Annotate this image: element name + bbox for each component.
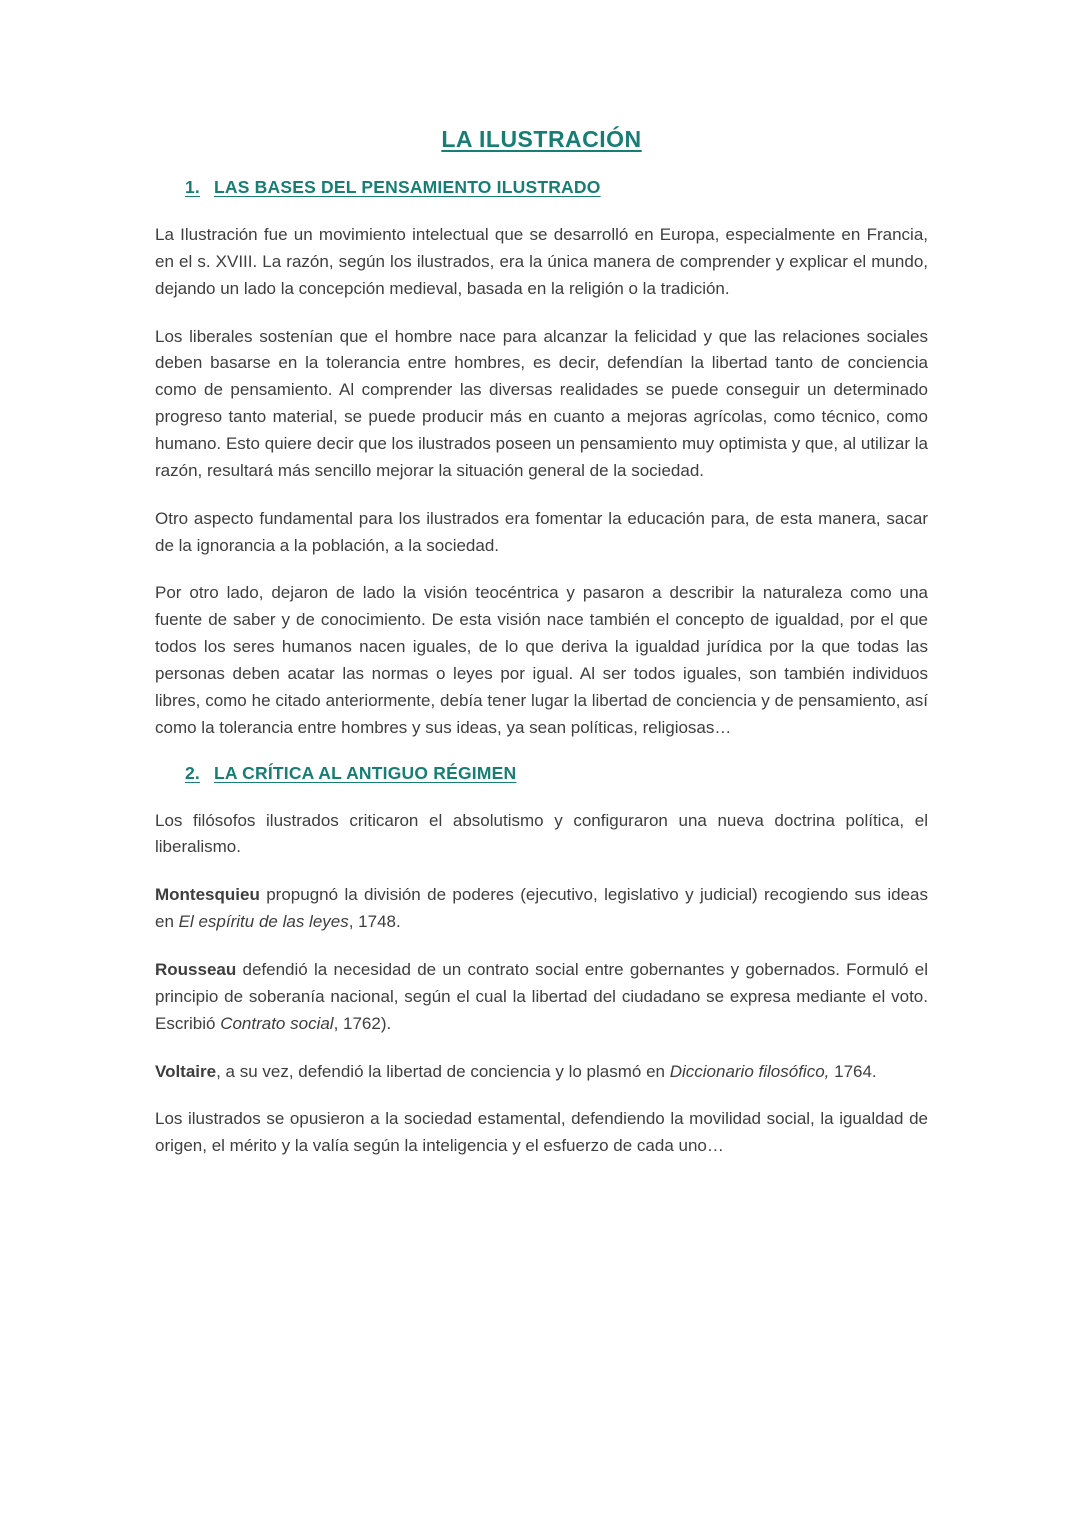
text-run: Otro aspecto fundamental para los ilustrados era fomentar la educación para, de esta manera, sacar de la ignorancia a la población, a la sociedad.	[155, 508, 928, 555]
bold-run: Rousseau	[155, 960, 237, 980]
document-content	[155, 177, 928, 1160]
italic-run: Contrato social	[220, 1013, 334, 1033]
text-run: Los ilustrados se opusieron a la sociedad estamental, defendiendo la movilidad social, la igualdad de origen, el mérito y la valía según la inteligencia y el esfuerzo de cada uno…	[155, 1109, 928, 1156]
text-run: , 1762).	[333, 1013, 392, 1033]
bold-run: Montesquieu	[155, 885, 260, 905]
text-run: Los liberales sostenían que el hombre nace para alcanzar la felicidad y que las relaciones sociales deben basarse en la tolerancia entre hombres, es decir, defendían la libertad tanto de conciencia como de pensamiento. Al comprender las diversas realidades se puede conseguir un determinado progreso tanto material, se puede producir más en cuanto a mejoras agrícolas, como técnico, como humano. Esto quiere decir que los ilustrados poseen un pensamiento muy optimista y que, al utilizar la razón, resultará más sencillo mejorar la situación general de la sociedad.	[155, 326, 928, 480]
document-title: LA ILUSTRACIÓN	[441, 126, 642, 152]
text-run: defendió la necesidad de un contrato social entre gobernantes y gobernados. Formuló el principio de soberanía nacional, según el cual la libertad del ciudadano se expresa mediante el voto. Escribió	[155, 960, 928, 1033]
italic-run: El espíritu de las leyes	[178, 912, 349, 932]
text-run: , a su vez, defendió la libertad de conciencia y lo plasmó en	[216, 1061, 670, 1081]
section-heading-label: LA CRÍTICA AL ANTIGUO RÉGIMEN	[214, 762, 517, 783]
paragraph	[155, 222, 928, 303]
text-run: propugnó la división de poderes (ejecutivo, legislativo y judicial) recogiendo sus ideas en	[155, 885, 928, 932]
section-number: 1.	[185, 177, 200, 197]
section-heading	[185, 763, 928, 784]
paragraph	[155, 808, 928, 862]
paragraph	[155, 1106, 928, 1160]
paragraph	[155, 882, 928, 936]
section-heading	[185, 177, 928, 198]
paragraph	[155, 957, 928, 1038]
text-run: Por otro lado, dejaron de lado la visión teocéntrica y pasaron a describir la naturaleza como una fuente de saber y de conocimiento. De esta visión nace también el concepto de igualdad, por el que todos los seres humanos nacen iguales, de lo que deriva la igualdad jurídica por la que todas las personas deben acatar las normas o leyes por igual. Al ser todos iguales, son también individuos libres, como he citado anteriormente, debía tener lugar la libertad de conciencia y de pensamiento, así como la tolerancia entre hombres y sus ideas, ya sean políticas, religiosas…	[155, 583, 928, 737]
section-heading-label: LAS BASES DEL PENSAMIENTO ILUSTRADO	[214, 177, 601, 197]
text-run: La Ilustración fue un movimiento intelectual que se desarrolló en Europa, especialmente en Francia, en el s. XVIII. La razón, según los ilustrados, era la única manera de comprender y explicar el mundo, dejando un lado la concepción medieval, basada en la religión o la tradición.	[155, 225, 928, 298]
section-number: 2.	[185, 762, 200, 783]
text-run: , 1748.	[348, 912, 401, 932]
paragraph	[155, 580, 928, 741]
paragraph	[155, 1059, 928, 1086]
bold-run: Voltaire	[155, 1061, 217, 1081]
paragraph	[155, 506, 928, 560]
italic-run: Diccionario filosófico,	[669, 1061, 830, 1081]
paragraph	[155, 324, 928, 485]
text-run: Los filósofos ilustrados criticaron el absolutismo y configuraron una nueva doctrina política, el liberalismo.	[155, 810, 928, 857]
text-run: 1764.	[829, 1061, 877, 1081]
